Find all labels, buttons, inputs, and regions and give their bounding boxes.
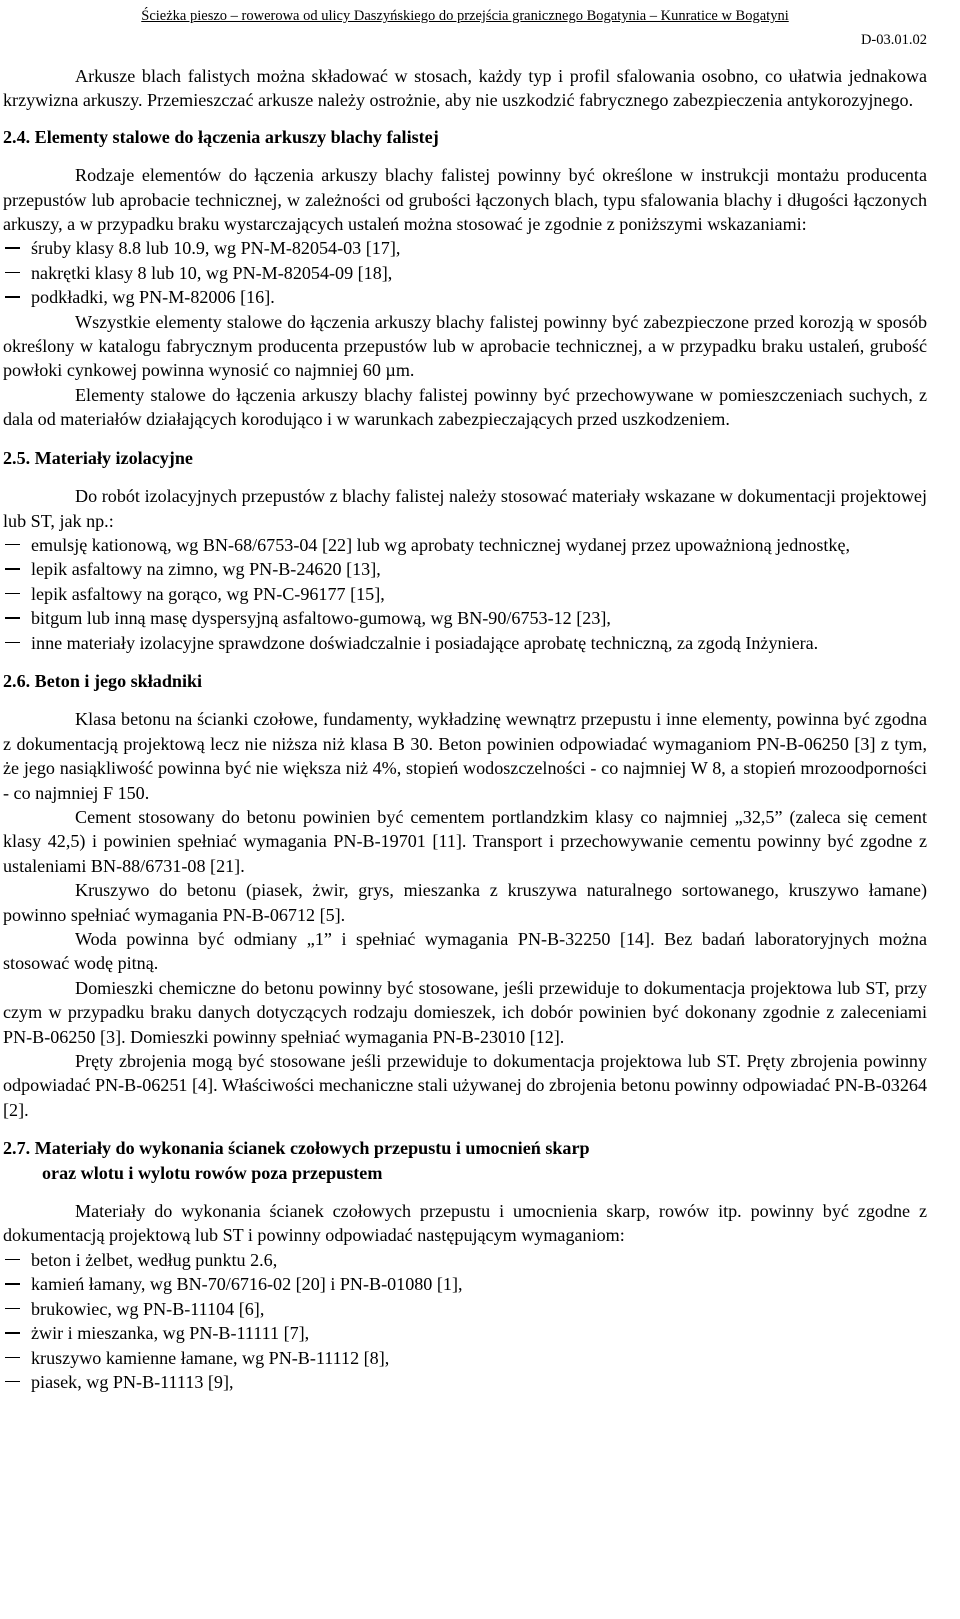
section-2-4-list bbox=[3, 236, 927, 309]
section-2-4-paragraph-3: Elementy stalowe do łączenia arkuszy blachy falistej powinny być przechowywane w pomieszczeniach suchych, z dala od materiałów działających korodująco i w warunkach zabezpieczających przed uszkodzeniem. bbox=[3, 384, 927, 430]
section-2-6-paragraph-2: Cement stosowany do betonu powinien być cementem portlandzkim klasy co najmniej „32,5” (zaleca się cement klasy 42,5) i powinien spełniać wymagania PN-B-19701 [11]. Transport i przechowywanie cementu powinny być zgodne z ustaleniami BN-88/6731-08 [21]. bbox=[3, 806, 927, 876]
page-header-title: Ścieżka pieszo – rowerowa od ulicy Daszyńskiego do przejścia granicznego Bogatynia – Kunratice w Bogatyni bbox=[141, 8, 789, 24]
section-2-6-paragraph-5: Domieszki chemiczne do betonu powinny być stosowane, jeśli przewiduje to dokumentacja projektowa lub ST, przy czym w przypadku braku danych dotyczących rodzaju domieszek, ich dobór powinien być dokonany zgodnie z zaleceniami PN-B-06250 [3]. Domieszki powinny spełniać wymagania PN-B-23010 [12]. bbox=[3, 977, 927, 1047]
document-code: D-03.01.02 bbox=[860, 32, 927, 48]
list-item: lepik asfaltowy na gorąco, wg PN-C-96177 [15], bbox=[3, 582, 927, 606]
section-2-6-paragraph-3: Kruszywo do betonu (piasek, żwir, grys, mieszanka z kruszywa naturalnego sortowanego, kruszywo łamane) powinno spełniać wymagania PN-B-06712 [5]. bbox=[3, 880, 927, 925]
dash-bullet bbox=[5, 272, 20, 274]
list-item: emulsję kationową, wg BN-68/6753-04 [22] lub wg aprobaty technicznej wydanej przez upoważnioną jednostkę, bbox=[3, 533, 927, 557]
dash-bullet bbox=[5, 247, 20, 249]
section-2-7-heading-line-2: oraz wlotu i wylotu rowów poza przepustem bbox=[42, 1162, 383, 1183]
list-item: nakrętki klasy 8 lub 10, wg PN-M-82054-09 [18], bbox=[3, 261, 927, 285]
dash-bullet bbox=[5, 642, 20, 644]
dash-bullet bbox=[5, 1381, 20, 1383]
dash-bullet bbox=[5, 296, 20, 298]
list-item: bitgum lub inną masę dyspersyjną asfaltowo-gumową, wg BN-90/6753-12 [23], bbox=[3, 606, 927, 630]
section-2-5-paragraph-1: Do robót izolacyjnych przepustów z blachy falistej należy stosować materiały wskazane w dokumentacji projektowej lub ST, jak np.: bbox=[3, 486, 927, 531]
dash-bullet bbox=[5, 1308, 20, 1310]
section-2-4-heading: 2.4. Elementy stalowe do łączenia arkuszy blachy falistej bbox=[3, 126, 439, 147]
section-2-6-paragraph-1: Klasa betonu na ścianki czołowe, fundamenty, wykładzinę wewnątrz przepustu i inne elementy, powinna być zgodna z dokumentacją projektową lecz nie niższa niż klasa B 30. Beton powinien odpowiadać wymaganiom PN-B-06250 [3] z tym, że jego nasiąkliwość powinna być nie większa niż 4%, stopień wodoszczelności - co najmniej W 8, a stopień mrozoodporności - co najmniej F 150. bbox=[3, 709, 927, 803]
section-2-7-list bbox=[3, 1248, 927, 1394]
section-2-7-heading bbox=[3, 1136, 927, 1185]
section-2-4-paragraph-2: Wszystkie elementy stalowe do łączenia arkuszy blachy falistej powinny być zabezpieczone przed korozją w sposób określony w katalogu fabrycznym producenta przepustów lub w aprobacie technicznej, a w przypadku braku ustaleń, grubość powłoki cynkowej powinna wynosić co najmniej 60 µm. bbox=[3, 311, 927, 381]
list-item: beton i żelbet, według punktu 2.6, bbox=[3, 1248, 927, 1272]
dash-bullet bbox=[5, 1283, 20, 1285]
dash-bullet bbox=[5, 617, 20, 619]
list-item: żwir i mieszanka, wg PN-B-11111 [7], bbox=[3, 1321, 927, 1345]
section-2-7-paragraph-1: Materiały do wykonania ścianek czołowych przepustu i umocnienia skarp, rowów itp. powinny być zgodne z dokumentacją projektową lub ST i powinny odpowiadać następującym wymaganiom: bbox=[3, 1201, 927, 1246]
dash-bullet bbox=[5, 1332, 20, 1334]
list-item: podkładki, wg PN-M-82006 [16]. bbox=[3, 285, 927, 309]
section-2-6-paragraph-6: Pręty zbrojenia mogą być stosowane jeśli przewiduje to dokumentacja projektowa lub ST. Pręty zbrojenia powinny odpowiadać PN-B-06251 [4]. Właściwości mechaniczne stali używanej do zbrojenia betonu powinny odpowiadać PN-B-03264 [2]. bbox=[3, 1051, 927, 1120]
section-2-6-heading: 2.6. Beton i jego składniki bbox=[3, 670, 203, 691]
dash-bullet bbox=[5, 593, 20, 595]
dash-bullet bbox=[5, 1357, 20, 1359]
list-item: piasek, wg PN-B-11113 [9], bbox=[3, 1370, 927, 1394]
section-2-5-heading: 2.5. Materiały izolacyjne bbox=[3, 447, 193, 468]
list-item: lepik asfaltowy na zimno, wg PN-B-24620 [13], bbox=[3, 557, 927, 581]
dash-bullet bbox=[5, 1259, 20, 1261]
list-item: kamień łamany, wg BN-70/6716-02 [20] i PN-B-01080 [1], bbox=[3, 1272, 927, 1296]
list-item: kruszywo kamienne łamane, wg PN-B-11112 [8], bbox=[3, 1346, 927, 1370]
dash-bullet bbox=[5, 544, 20, 546]
document-body bbox=[3, 64, 927, 1394]
list-item: inne materiały izolacyjne sprawdzone doświadczalnie i posiadające aprobatę techniczną, za zgodą Inżyniera. bbox=[3, 631, 927, 655]
list-item: śruby klasy 8.8 lub 10.9, wg PN-M-82054-03 [17], bbox=[3, 236, 927, 260]
section-2-5-list bbox=[3, 533, 927, 655]
list-item: brukowiec, wg PN-B-11104 [6], bbox=[3, 1297, 927, 1321]
intro-paragraph: Arkusze blach falistych można składować w stosach, każdy typ i profil sfalowania osobno, co ułatwia jednakowa krzywizna arkuszy. Przemieszczać arkusze należy ostrożnie, aby nie uszkodzić fabrycznego zabezpieczenia antykorozyjnego. bbox=[3, 66, 927, 111]
section-2-6-paragraph-4: Woda powinna być odmiany „1” i spełniać wymagania PN-B-32250 [14]. Bez badań laboratoryjnych można stosować wodę pitną. bbox=[3, 929, 927, 974]
section-2-7-heading-line-1: 2.7. Materiały do wykonania ścianek czołowych przepustu i umocnień skarp bbox=[3, 1138, 590, 1159]
dash-bullet bbox=[5, 568, 20, 570]
section-2-4-paragraph-1: Rodzaje elementów do łączenia arkuszy blachy falistej powinny być określone w instrukcji montażu producenta przepustów lub aprobacie technicznej, w zależności od grubości łączonych blach, typu sfalowania blachy i długości łączonych arkuszy, a w przypadku braku wystarczających ustaleń można stosować je zgodnie z poniższymi wskazaniami: bbox=[3, 165, 927, 235]
